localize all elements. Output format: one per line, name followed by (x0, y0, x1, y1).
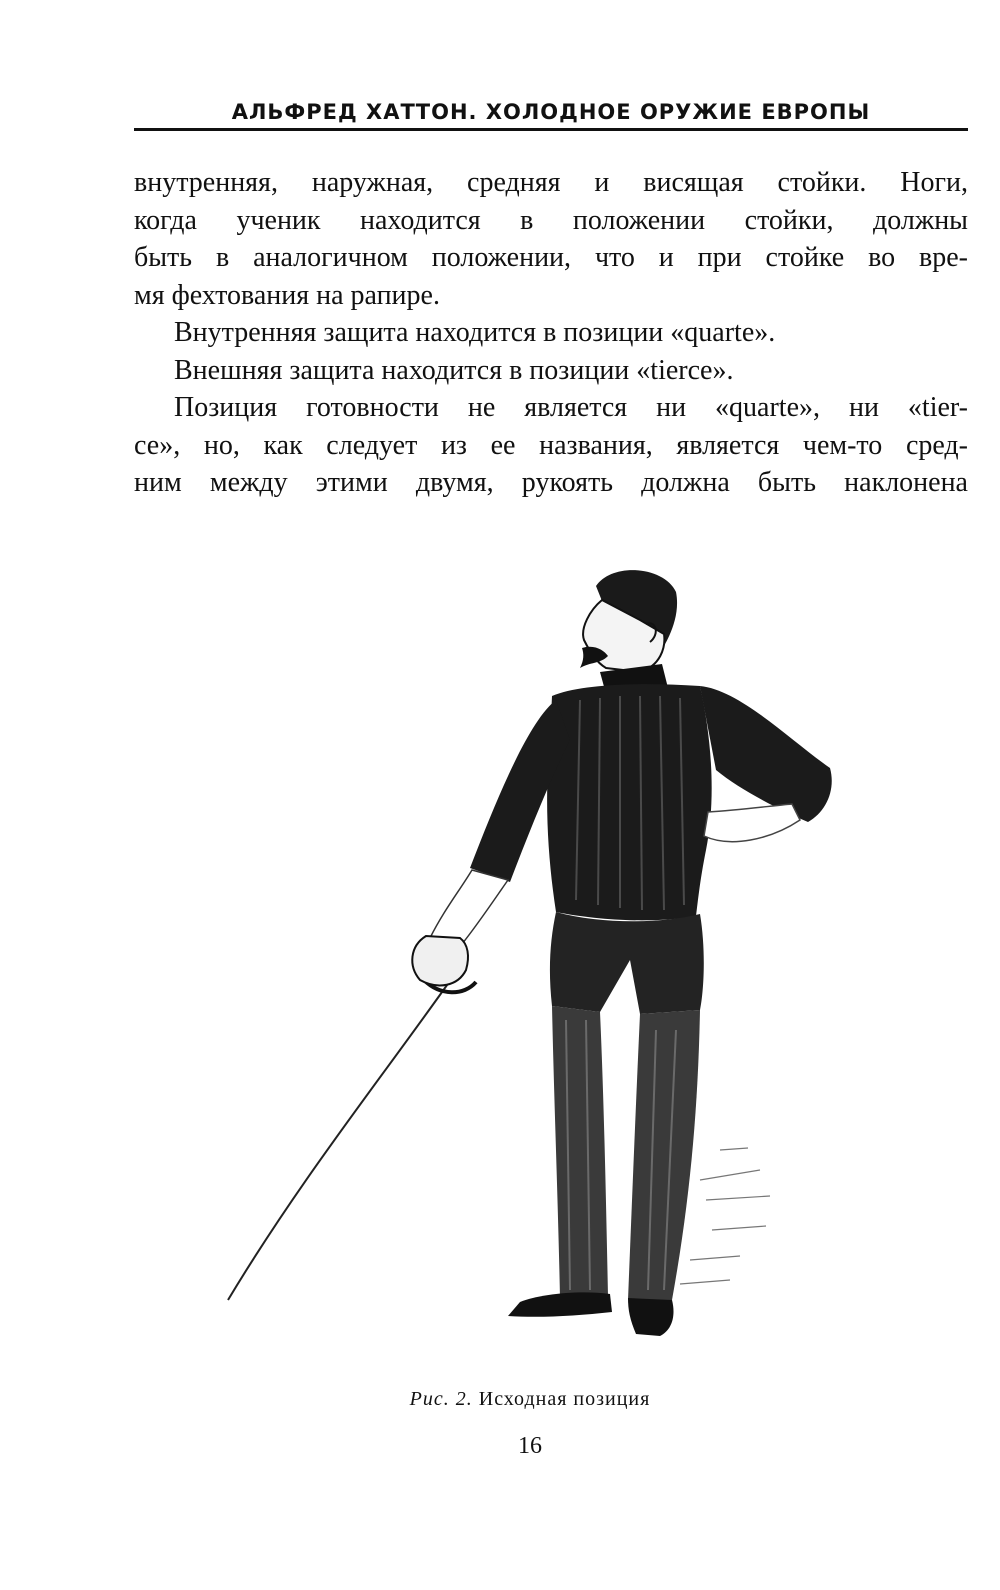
header-rule (134, 128, 968, 131)
running-header: АЛЬФРЕД ХАТТОН. ХОЛОДНОЕ ОРУЖИЕ ЕВРОПЫ (231, 100, 871, 124)
body-text (134, 164, 968, 502)
sword-blade (228, 978, 452, 1300)
text-line: когда ученик находится в положении стойки, должны (134, 204, 968, 236)
text-line: се», но, как следует из ее названия, является чем-то сред- (134, 429, 968, 461)
figure-caption (0, 1388, 1000, 1411)
sword-hand (412, 936, 468, 985)
text-line: ним между этими двумя, рукоять должна быть наклонена (134, 467, 968, 498)
right-shoe (628, 1298, 674, 1336)
ground-hatching (680, 1148, 770, 1284)
text-line: внутренняя, наружная, средняя и висящая стойки. Ноги, (134, 167, 968, 198)
caption-prefix: Рис. 2. (409, 1388, 473, 1410)
left-leg (552, 1006, 608, 1298)
fencer-illustration (200, 555, 840, 1355)
text-line: быть в аналогичном положении, что и при стойке во вре- (134, 242, 968, 273)
right-leg (628, 1010, 700, 1300)
right-sleeve (700, 686, 832, 822)
paragraph-line: Внешняя защита находится в позиции «tierce». (174, 354, 734, 386)
page-number: 16 (518, 1433, 542, 1459)
text-line: мя фехтования на рапире. (134, 279, 440, 311)
paragraph-line: Внутренняя защита находится в позиции «quarte». (174, 317, 776, 348)
caption-text: Исходная позиция (478, 1388, 651, 1410)
jacket (547, 684, 712, 920)
right-hand (704, 804, 800, 842)
breeches (550, 912, 704, 1014)
left-shoe (508, 1292, 612, 1316)
left-forearm (430, 870, 508, 944)
paragraph-line: Позиция готовности не является ни «quarte», ни «tier- (174, 392, 968, 423)
